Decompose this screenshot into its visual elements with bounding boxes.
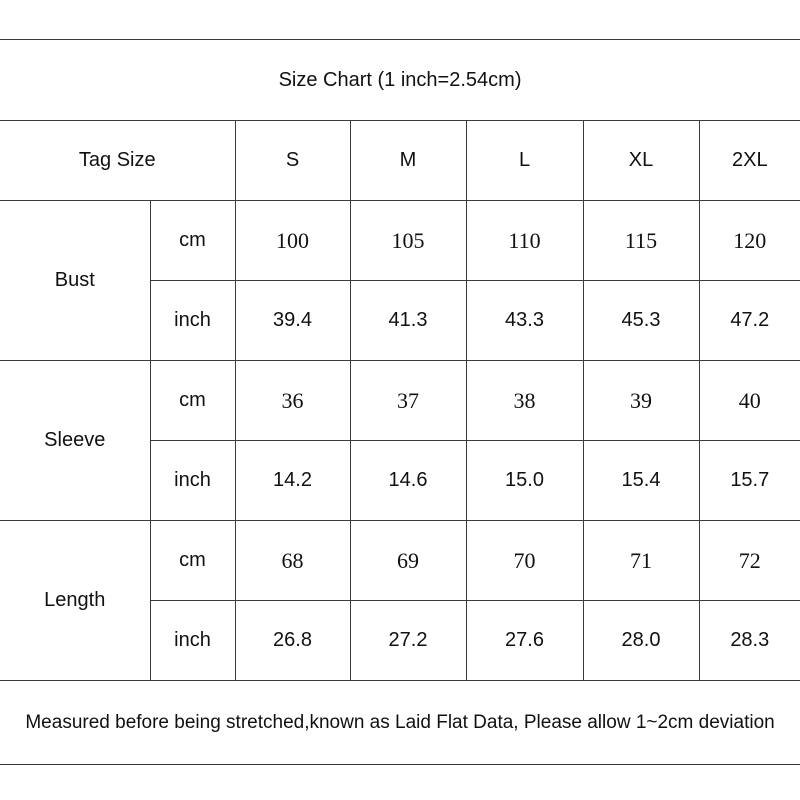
table-cell: 37 <box>350 361 466 441</box>
note-row <box>0 681 800 765</box>
table-cell: 15.4 <box>583 441 699 521</box>
header-row <box>0 121 800 201</box>
size-header-s: S <box>235 121 350 201</box>
table-cell: 72 <box>699 521 800 601</box>
unit-label: inch <box>150 281 235 361</box>
tag-size-label: Tag Size <box>0 121 235 201</box>
unit-label: inch <box>150 441 235 521</box>
size-header-xl: XL <box>583 121 699 201</box>
table-cell: 15.0 <box>466 441 583 521</box>
title-row <box>0 40 800 121</box>
table-cell: 110 <box>466 201 583 281</box>
size-chart-table <box>0 39 800 765</box>
table-cell: 45.3 <box>583 281 699 361</box>
table-cell: 68 <box>235 521 350 601</box>
table-cell: 41.3 <box>350 281 466 361</box>
measurement-name-sleeve: Sleeve <box>0 361 150 521</box>
table-cell: 27.2 <box>350 601 466 681</box>
table-cell: 40 <box>699 361 800 441</box>
measurement-note: Measured before being stretched,known as Laid Flat Data, Please allow 1~2cm deviation <box>0 681 800 765</box>
table-cell: 36 <box>235 361 350 441</box>
table-cell: 14.6 <box>350 441 466 521</box>
table-cell: 28.3 <box>699 601 800 681</box>
table-cell: 15.7 <box>699 441 800 521</box>
table-cell: 28.0 <box>583 601 699 681</box>
unit-label: cm <box>150 201 235 281</box>
measurement-name-length: Length <box>0 521 150 681</box>
size-header-l: L <box>466 121 583 201</box>
table-cell: 43.3 <box>466 281 583 361</box>
table-cell: 39 <box>583 361 699 441</box>
chart-title: Size Chart (1 inch=2.54cm) <box>0 40 800 121</box>
table-cell: 27.6 <box>466 601 583 681</box>
table-cell: 38 <box>466 361 583 441</box>
table-row <box>0 201 800 281</box>
unit-label: cm <box>150 361 235 441</box>
table-row <box>0 361 800 441</box>
table-row <box>0 521 800 601</box>
table-cell: 47.2 <box>699 281 800 361</box>
unit-label: inch <box>150 601 235 681</box>
table-cell: 105 <box>350 201 466 281</box>
table-cell: 71 <box>583 521 699 601</box>
table-cell: 115 <box>583 201 699 281</box>
table-cell: 26.8 <box>235 601 350 681</box>
size-header-2xl: 2XL <box>699 121 800 201</box>
table-cell: 70 <box>466 521 583 601</box>
measurement-name-bust: Bust <box>0 201 150 361</box>
unit-label: cm <box>150 521 235 601</box>
table-cell: 100 <box>235 201 350 281</box>
table-cell: 14.2 <box>235 441 350 521</box>
table-cell: 120 <box>699 201 800 281</box>
size-header-m: M <box>350 121 466 201</box>
table-cell: 39.4 <box>235 281 350 361</box>
table-cell: 69 <box>350 521 466 601</box>
